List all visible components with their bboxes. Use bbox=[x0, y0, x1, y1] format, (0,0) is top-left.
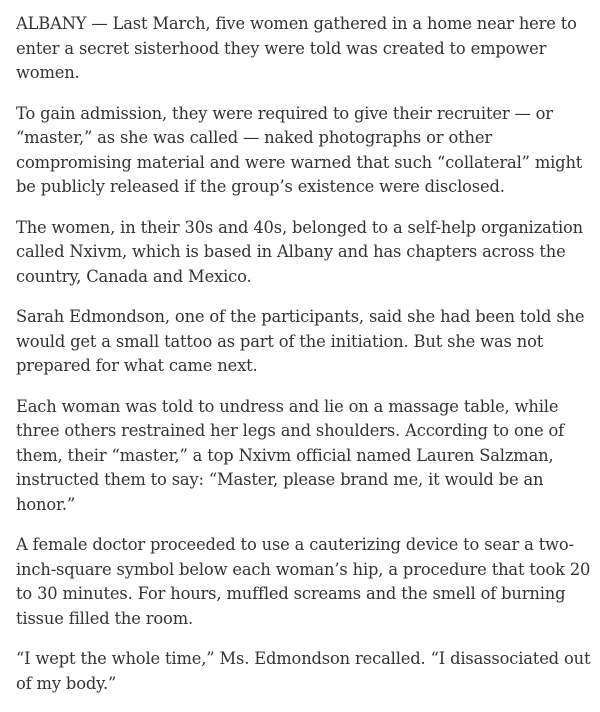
article-paragraph: Each woman was told to undress and lie on a massage table, while three others restrained her legs and shoulders. According to one of them, their “master,” a top Nxivm official named Lauren Salzman, instructed them to say: “Master, please brand me, it would be an honor.” bbox=[16, 396, 565, 514]
article-paragraph: To gain admission, they were required to give their recruiter — or “master,” as she was called — naked photographs or other compromising material and were warned that such “collateral” might be publicly released if the group’s existence were disclosed. bbox=[16, 103, 583, 196]
article-paragraph: A female doctor proceeded to use a cauterizing device to sear a two-inch-square symbol below each woman’s hip, a procedure that took 20 to 30 minutes. For hours, muffled screams and the smell of burning tissue filled the room. bbox=[16, 535, 591, 628]
article-paragraph: ALBANY — Last March, five women gathered in a home near here to enter a secret sisterhood they were told was created to empower women. bbox=[16, 14, 577, 82]
article-paragraph: The women, in their 30s and 40s, belonged to a self-help organization called Nxivm, which is based in Albany and has chapters across the country, Canada and Mexico. bbox=[16, 217, 584, 286]
article-body bbox=[16, 12, 592, 712]
article-paragraph: “I wept the whole time,” Ms. Edmondson recalled. “I disassociated out of my body.” bbox=[16, 649, 591, 693]
article-paragraph: Sarah Edmondson, one of the participants, said she had been told she would get a small tattoo as part of the initiation. But she was not prepared for what came next. bbox=[16, 307, 585, 375]
